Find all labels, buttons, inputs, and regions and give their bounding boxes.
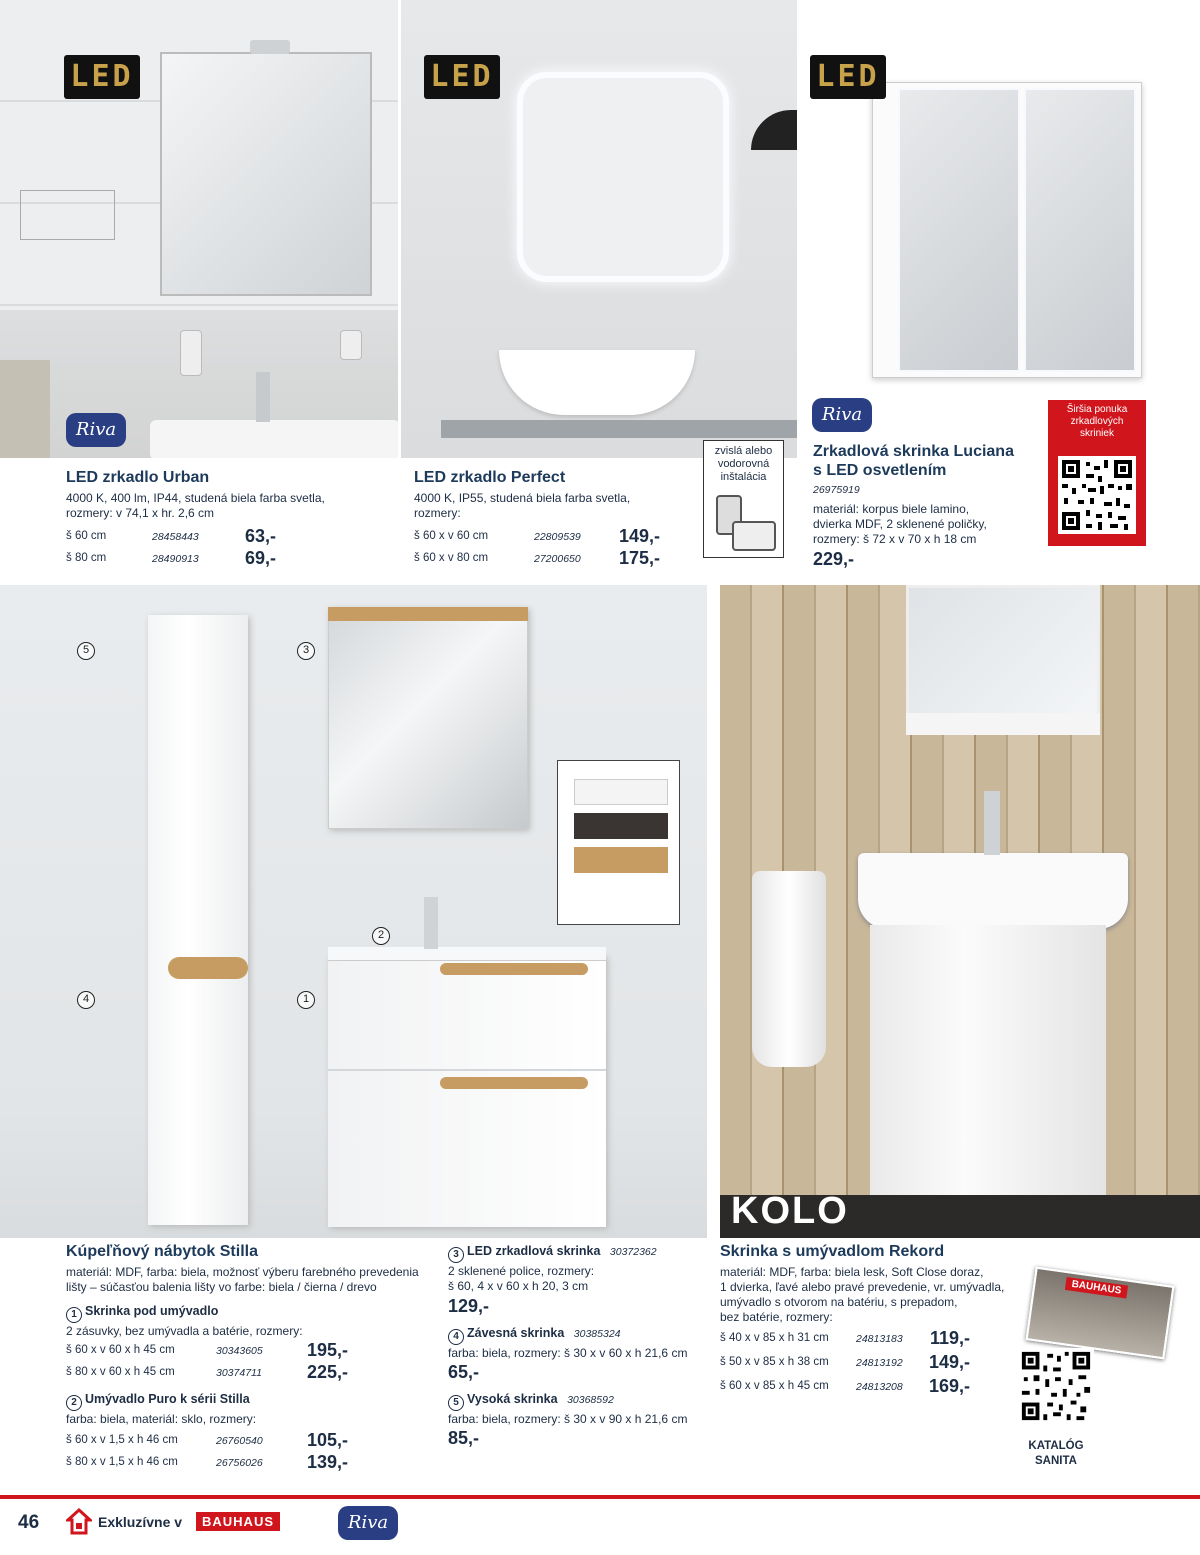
rekord-row-1-price: 119,- xyxy=(929,1328,970,1348)
perfect-row-2-price: 175,- xyxy=(618,548,660,568)
perfect-row-1 xyxy=(414,526,660,548)
urban-mirror xyxy=(160,52,372,296)
callout-3: 3 xyxy=(297,642,315,660)
luciana-price: 229,- xyxy=(813,549,855,569)
perfect-led-badge: LED xyxy=(424,55,500,99)
stilla-item-2-row-1 xyxy=(66,1430,348,1452)
kolo-logo: KOLO xyxy=(731,1190,849,1232)
stilla-item-1-row-2-code: 30374711 xyxy=(216,1367,262,1379)
perfect-title: LED zrkadlo Perfect xyxy=(414,469,566,486)
rekord-row-3-dim: š 60 x v 85 x h 45 cm xyxy=(720,1380,829,1392)
perfect-row-1-code: 22809539 xyxy=(534,531,581,543)
stilla-item-3-desc-2: š 60, 4 x v 60 x h 20, 3 cm xyxy=(448,1279,589,1293)
stilla-item-5-label: Vysoká skrinka xyxy=(467,1392,558,1406)
perfect-install-text: zvislá alebo vodorovná inštalácia xyxy=(714,445,773,483)
catalog-label-1: KATALÓG xyxy=(1028,1440,1084,1452)
catalog-cover[interactable] xyxy=(1026,1267,1175,1360)
urban-row-2-dim: š 80 cm xyxy=(66,552,107,564)
stilla-item-1-row-1-price: 195,- xyxy=(306,1340,348,1360)
stilla-item-4-label: Závesná skrinka xyxy=(467,1326,565,1340)
luciana-desc-1: materiál: korpus biele lamino, xyxy=(813,502,970,516)
stilla-item-1-row-1 xyxy=(66,1340,348,1362)
stilla-item-4-desc: farba: biela, rozmery: š 30 x v 60 x h 21,6 cm xyxy=(448,1346,688,1360)
stilla-item-4-num: 4 xyxy=(448,1329,464,1345)
urban-row-2 xyxy=(66,548,276,570)
callout-4: 4 xyxy=(77,991,95,1009)
stilla-item-1-num: 1 xyxy=(66,1307,82,1323)
stilla-item-3-num: 3 xyxy=(448,1247,464,1263)
luciana-promo-box[interactable] xyxy=(1048,400,1146,546)
rekord-desc-4: bez batérie, rozmery: xyxy=(720,1310,833,1324)
luciana-desc-2: dvierka MDF, 2 sklenené poličky, xyxy=(813,517,987,531)
perfect-row-2 xyxy=(414,548,660,570)
catalog-qr-code xyxy=(1018,1348,1094,1424)
stilla-item-3-code: 30372362 xyxy=(609,1246,657,1258)
stilla-desc-2: lišty – súčasťou balenia lišty vo farbe: biela / čierna / drevo xyxy=(66,1280,377,1294)
stilla-item-2-num: 2 xyxy=(66,1395,82,1411)
catalog-label-2: SANITA xyxy=(1035,1455,1077,1467)
perfect-row-1-price: 149,- xyxy=(618,526,660,546)
luciana-desc-3: rozmery: š 72 x v 70 x h 18 cm xyxy=(813,532,977,546)
perfect-row-2-code: 27200650 xyxy=(534,553,581,565)
stilla-item-1-row-2-dim: š 80 x v 60 x h 45 cm xyxy=(66,1366,175,1378)
stilla-item-1-row-1-dim: š 60 x v 60 x h 45 cm xyxy=(66,1344,175,1356)
stilla-item-1-row-2-price: 225,- xyxy=(306,1362,348,1382)
stilla-item-1-row-1-code: 30343605 xyxy=(216,1345,263,1357)
luciana-led-badge: LED xyxy=(810,55,886,99)
stilla-item-5-code: 30368592 xyxy=(567,1394,614,1406)
luciana-promo-text: Širšia ponuka zrkadlových skriniek xyxy=(1066,404,1128,439)
stilla-photo xyxy=(0,585,707,1238)
perfect-row-1-dim: š 60 x v 60 cm xyxy=(414,530,489,542)
stilla-vanity xyxy=(328,955,606,1227)
rekord-basin xyxy=(858,853,1128,929)
urban-desc-2: rozmery: v 74,1 x hr. 2,6 cm xyxy=(66,506,215,520)
stilla-item-4-price: 65,- xyxy=(448,1362,480,1382)
rekord-row-3-price: 169,- xyxy=(928,1376,970,1396)
rekord-cabinet xyxy=(870,925,1106,1215)
stilla-title: Kúpeľňový nábytok Stilla xyxy=(66,1243,258,1260)
catalog-cover-brand: BAUHAUS xyxy=(1065,1277,1128,1299)
stilla-item-5-desc: farba: biela, rozmery: š 30 x v 90 x h 21,6 cm xyxy=(448,1412,688,1426)
rekord-row-2-price: 149,- xyxy=(928,1352,970,1372)
rekord-desc-2: 1 dvierka, ľavé alebo pravé prevedenie, vr. umývadla, xyxy=(720,1280,1005,1294)
stilla-item-2-row-2-code: 26756026 xyxy=(216,1457,263,1469)
stilla-item-2-row-1-price: 105,- xyxy=(306,1430,348,1450)
rekord-row-1-code: 24813183 xyxy=(856,1333,903,1345)
stilla-item-4-code: 30385324 xyxy=(573,1328,621,1340)
luciana-qr-code xyxy=(1058,456,1136,534)
urban-row-2-code: 28490913 xyxy=(152,553,199,565)
rekord-row-2-dim: š 50 x v 85 x h 38 cm xyxy=(720,1356,829,1368)
stilla-item-1-row-2 xyxy=(66,1362,348,1384)
swatch-wood xyxy=(574,847,668,873)
stilla-tall-cabinet xyxy=(148,615,248,1225)
bauhaus-house-icon xyxy=(66,1508,92,1536)
stilla-item-2-row-2 xyxy=(66,1452,348,1474)
perfect-install-horizontal-icon xyxy=(732,521,776,551)
urban-led-badge: LED xyxy=(64,55,140,99)
stilla-item-1-name xyxy=(66,1304,218,1323)
perfect-desc-2: rozmery: xyxy=(414,506,461,520)
urban-row-1-dim: š 60 cm xyxy=(66,530,107,542)
rekord-row-3-code: 24813208 xyxy=(856,1381,903,1393)
urban-row-1-price: 63,- xyxy=(244,526,276,546)
stilla-color-swatches xyxy=(557,760,680,925)
stilla-item-2-row-2-price: 139,- xyxy=(306,1452,348,1472)
callout-2: 2 xyxy=(372,927,390,945)
perfect-row-2-dim: š 60 x v 80 cm xyxy=(414,552,489,564)
rekord-towel xyxy=(752,871,826,1067)
urban-title: LED zrkadlo Urban xyxy=(66,469,210,486)
footer-bauhaus-logo: BAUHAUS xyxy=(196,1512,280,1531)
stilla-item-2-row-2-dim: š 80 x v 1,5 x h 46 cm xyxy=(66,1456,178,1468)
rekord-desc-3: umývadlo s otvorom na batériu, s prepadom, xyxy=(720,1295,958,1309)
stilla-item-1-desc: 2 zásuvky, bez umývadla a batérie, rozmery: xyxy=(66,1324,303,1338)
rekord-row-1 xyxy=(720,1328,970,1350)
stilla-desc-1: materiál: MDF, farba: biela, možnosť výberu farebného prevedenia xyxy=(66,1265,419,1279)
stilla-item-3-price: 129,- xyxy=(448,1296,490,1316)
stilla-item-2-row-1-code: 26760540 xyxy=(216,1435,263,1447)
stilla-item-3-label: LED zrkadlová skrinka xyxy=(467,1244,601,1258)
luciana-title-1: Zrkadlová skrinka Luciana xyxy=(813,443,1014,460)
luciana-riva-logo: Riva xyxy=(812,398,872,432)
urban-row-1-code: 28458443 xyxy=(152,531,199,543)
urban-desc-1: 4000 K, 400 lm, IP44, studená biela farba svetla, xyxy=(66,491,325,505)
luciana-code: 26975919 xyxy=(813,484,860,496)
rekord-row-2-code: 24813192 xyxy=(856,1357,903,1369)
perfect-desc-1: 4000 K, IP55, studená biela farba svetla, xyxy=(414,491,631,505)
stilla-item-2-label: Umývadlo Puro k sérii Stilla xyxy=(85,1392,250,1406)
stilla-item-3-name xyxy=(448,1244,657,1263)
urban-photo xyxy=(0,0,398,458)
urban-row-2-price: 69,- xyxy=(244,548,276,568)
stilla-item-5-price: 85,- xyxy=(448,1428,480,1448)
footer-riva-logo: Riva xyxy=(338,1506,398,1540)
rekord-photo xyxy=(720,585,1200,1238)
page-number: 46 xyxy=(18,1512,40,1533)
rekord-row-1-dim: š 40 x v 85 x h 31 cm xyxy=(720,1332,829,1344)
stilla-mirror-cabinet xyxy=(328,607,528,829)
stilla-item-2-row-1-dim: š 60 x v 1,5 x h 46 cm xyxy=(66,1434,178,1446)
luciana-title-2: s LED osvetlením xyxy=(813,462,947,479)
callout-1: 1 xyxy=(297,991,315,1009)
rekord-row-3 xyxy=(720,1376,970,1398)
stilla-item-5-num: 5 xyxy=(448,1395,464,1411)
callout-5: 5 xyxy=(77,642,95,660)
urban-row-1 xyxy=(66,526,276,548)
rekord-row-2 xyxy=(720,1352,970,1374)
perfect-mirror xyxy=(517,72,729,282)
rekord-title: Skrinka s umývadlom Rekord xyxy=(720,1243,945,1260)
footer-exclusive-text: Exkluzívne v xyxy=(98,1514,183,1530)
stilla-item-4-name xyxy=(448,1326,621,1345)
footer-rule xyxy=(0,1495,1200,1499)
perfect-install-box xyxy=(703,440,784,558)
stilla-item-3-desc-1: 2 sklenené police, rozmery: xyxy=(448,1264,595,1278)
stilla-item-2-name xyxy=(66,1392,250,1411)
stilla-item-1-label: Skrinka pod umývadlo xyxy=(85,1304,219,1318)
rekord-desc-1: materiál: MDF, farba: biela lesk, Soft Close doraz, xyxy=(720,1265,984,1279)
urban-riva-logo: Riva xyxy=(66,413,126,447)
stilla-item-5-name xyxy=(448,1392,614,1411)
swatch-black xyxy=(574,813,668,839)
stilla-item-2-desc: farba: biela, materiál: sklo, rozmery: xyxy=(66,1412,257,1426)
swatch-white xyxy=(574,779,668,805)
